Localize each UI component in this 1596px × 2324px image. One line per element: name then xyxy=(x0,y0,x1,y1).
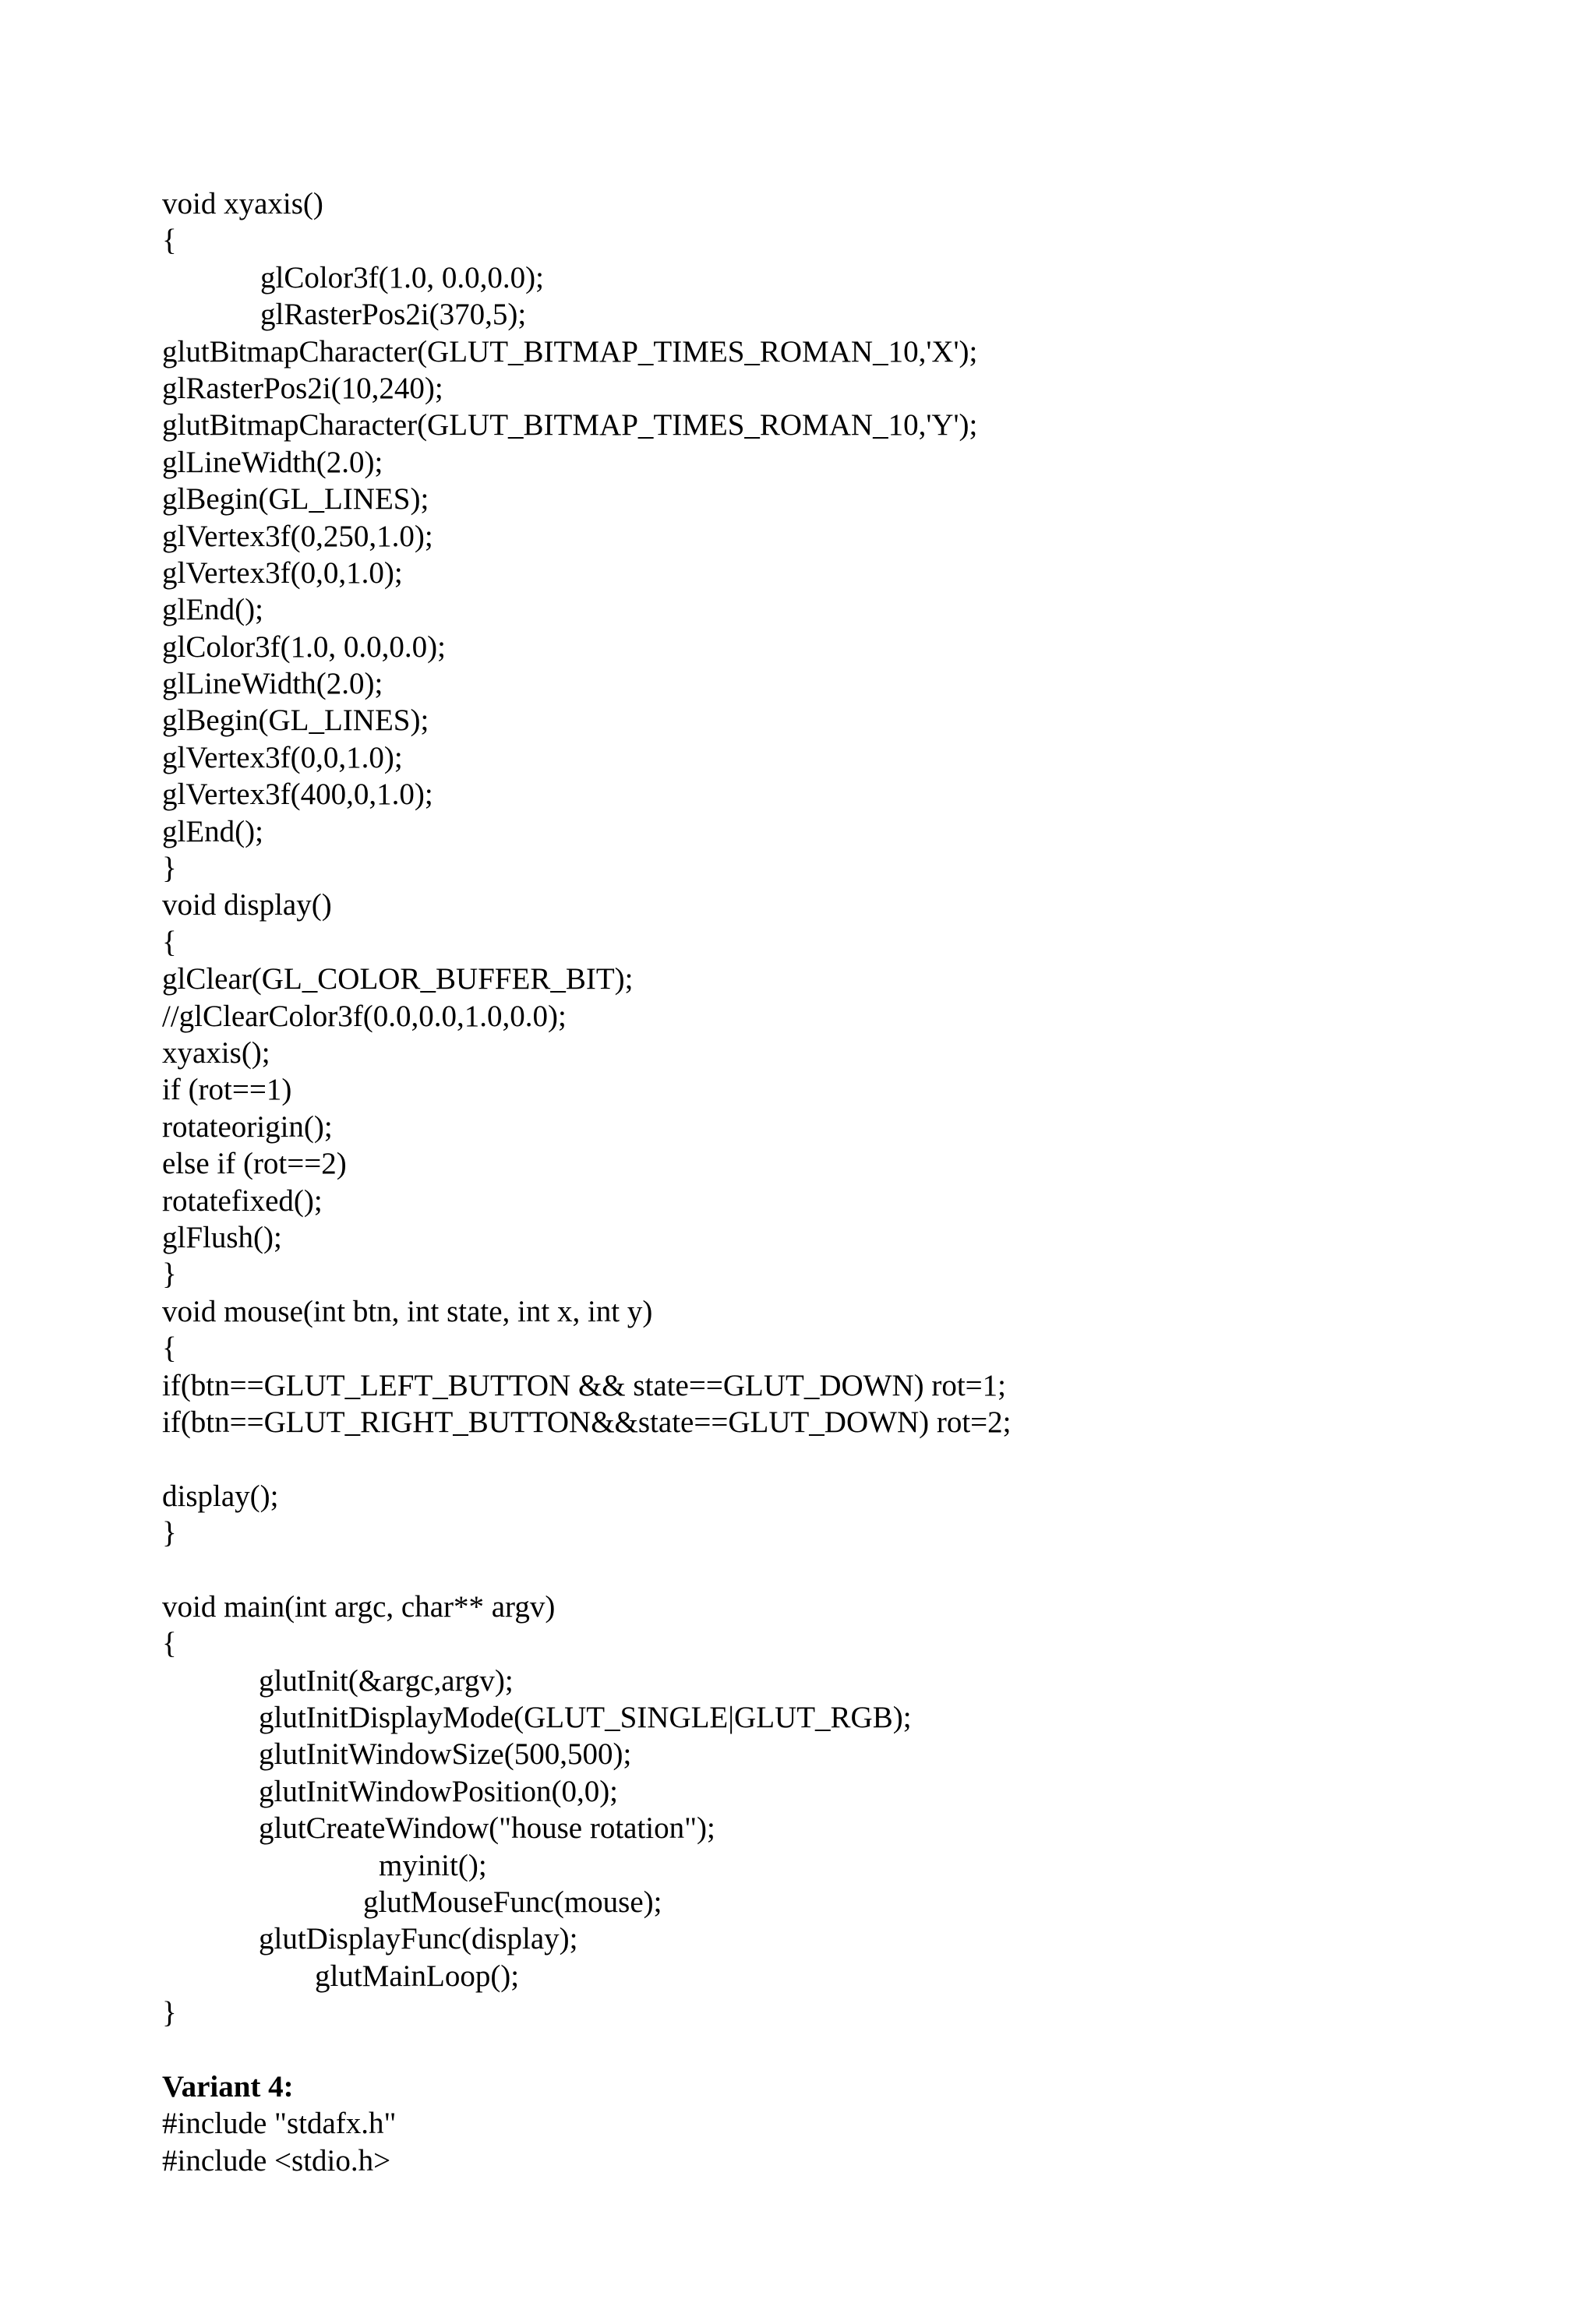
code-line: if(btn==GLUT_RIGHT_BUTTON&&state==GLUT_DOWN) rot=2; xyxy=(162,1405,1012,1439)
blank-line xyxy=(162,2032,1487,2068)
code-line: xyaxis(); xyxy=(162,1035,270,1070)
variant-heading: Variant 4: xyxy=(162,2069,294,2104)
code-line: void display() xyxy=(162,888,332,922)
code-line: myinit(); xyxy=(379,1848,487,1882)
code-line: glBegin(GL_LINES); xyxy=(162,704,429,738)
code-line: } xyxy=(162,1516,177,1550)
code-line: glutMainLoop(); xyxy=(315,1959,520,1993)
code-line: if(btn==GLUT_LEFT_BUTTON && state==GLUT_DOWN) rot=1; xyxy=(162,1368,1007,1402)
blank-line xyxy=(162,1441,1487,1477)
code-line: glutBitmapCharacter(GLUT_BITMAP_TIMES_ROMAN_10,'X'); xyxy=(162,334,978,369)
code-line: { xyxy=(162,925,177,959)
code-line: glutDisplayFunc(display); xyxy=(259,1922,578,1956)
code-line: } xyxy=(162,1257,177,1292)
code-line: //glClearColor3f(0.0,0.0,1.0,0.0); xyxy=(162,999,567,1033)
code-line: glutCreateWindow("house rotation"); xyxy=(259,1811,715,1846)
code-line: void mouse(int btn, int state, int x, int y) xyxy=(162,1294,653,1328)
code-line: glEnd(); xyxy=(162,593,263,627)
code-block-xyaxis-display-mouse xyxy=(162,185,1487,1441)
code-line: glutInitWindowPosition(0,0); xyxy=(259,1774,619,1808)
code-line: { xyxy=(162,224,177,258)
code-line: #include "stdafx.h" xyxy=(162,2107,397,2141)
code-line: glLineWidth(2.0); xyxy=(162,667,383,701)
code-block-main xyxy=(162,1589,1487,2032)
code-line: } xyxy=(162,1996,177,2030)
code-line: void main(int argc, char** argv) xyxy=(162,1589,556,1624)
code-line: glutInit(&argc,argv); xyxy=(259,1663,514,1698)
code-line: if (rot==1) xyxy=(162,1073,292,1107)
code-line: glRasterPos2i(370,5); xyxy=(260,298,527,332)
code-line: display(); xyxy=(162,1479,279,1513)
code-line: else if (rot==2) xyxy=(162,1147,347,1181)
code-line: glVertex3f(400,0,1.0); xyxy=(162,778,433,812)
code-line: glBegin(GL_LINES); xyxy=(162,482,429,517)
code-line: glClear(GL_COLOR_BUFFER_BIT); xyxy=(162,962,634,996)
code-line: { xyxy=(162,1331,177,1366)
code-line: { xyxy=(162,1627,177,1661)
code-line: glColor3f(1.0, 0.0,0.0); xyxy=(162,629,446,664)
code-line: glLineWidth(2.0); xyxy=(162,445,383,479)
code-line: glColor3f(1.0, 0.0,0.0); xyxy=(260,260,544,294)
code-line: glutInitDisplayMode(GLUT_SINGLE|GLUT_RGB); xyxy=(259,1701,912,1735)
code-line: rotatefixed(); xyxy=(162,1183,323,1218)
code-line: rotateorigin(); xyxy=(162,1109,333,1144)
code-line: glEnd(); xyxy=(162,814,263,848)
code-line: #include <stdio.h> xyxy=(162,2143,391,2178)
code-line: glutInitWindowSize(500,500); xyxy=(259,1737,632,1772)
code-line: glVertex3f(0,0,1.0); xyxy=(162,555,403,590)
blank-line xyxy=(162,1551,1487,1588)
code-line: glFlush(); xyxy=(162,1220,282,1254)
code-document xyxy=(162,185,1487,2179)
code-line: glutMouseFunc(mouse); xyxy=(363,1885,662,1919)
code-line: glutBitmapCharacter(GLUT_BITMAP_TIMES_ROMAN_10,'Y'); xyxy=(162,408,978,443)
code-block-includes xyxy=(162,2105,1487,2179)
code-line: } xyxy=(162,852,177,886)
code-line: void xyaxis() xyxy=(162,187,323,220)
code-line: glVertex3f(0,0,1.0); xyxy=(162,740,403,774)
code-block-display-call xyxy=(162,1478,1487,1552)
code-line: glRasterPos2i(10,240); xyxy=(162,371,443,405)
code-line: glVertex3f(0,250,1.0); xyxy=(162,519,433,553)
